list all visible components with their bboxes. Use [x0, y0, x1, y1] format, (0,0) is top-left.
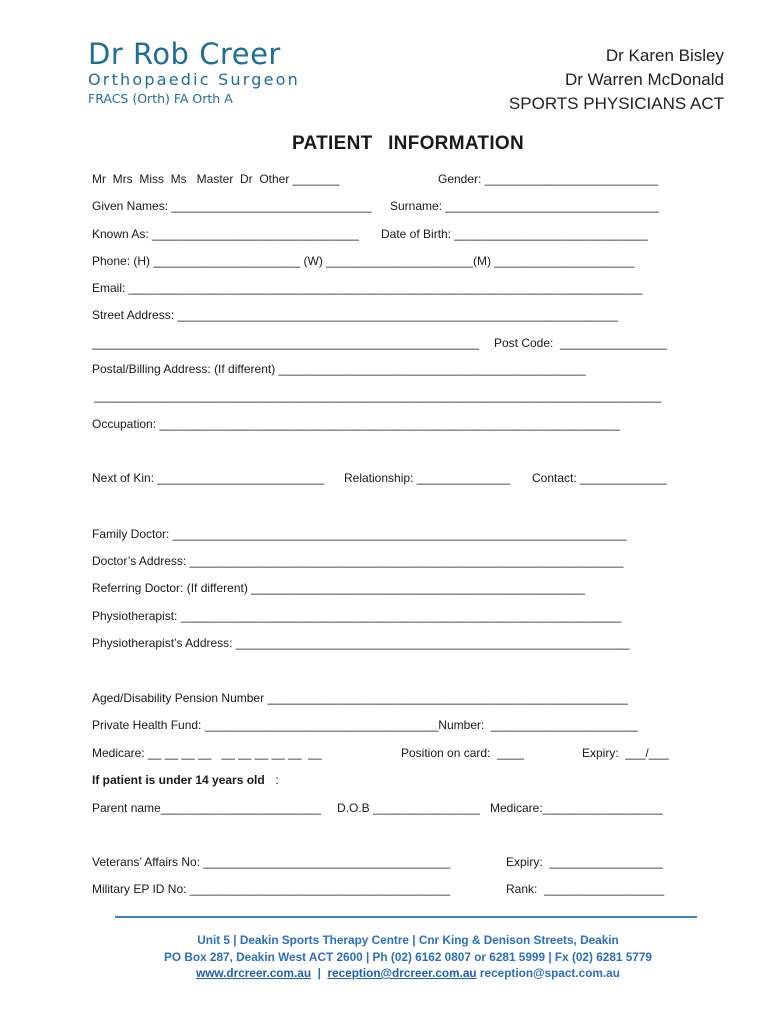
- known-as-row: [92, 226, 684, 242]
- relationship-field[interactable]: Relationship: ______________: [344, 471, 511, 485]
- military-id-field[interactable]: Military EP ID No: _______________________________________: [92, 882, 451, 896]
- email-row: [92, 280, 684, 296]
- physician-list: [509, 44, 724, 116]
- street-address-field[interactable]: Street Address: __________________________________________________________________: [92, 308, 618, 322]
- postal-row: [92, 361, 684, 377]
- names-row: [92, 198, 684, 214]
- family-doctor-row: [92, 526, 684, 542]
- health-fund-field[interactable]: Private Health Fund: ___________________________________Number: ______________________: [92, 718, 638, 732]
- doctors-address-row: [92, 553, 684, 569]
- website-link[interactable]: www.drcreer.com.au: [196, 966, 312, 980]
- email-spact: reception@spact.com.au: [476, 966, 620, 980]
- dob-field[interactable]: Date of Birth: _____________________________: [381, 227, 648, 241]
- rank-field[interactable]: Rank: __________________: [506, 882, 665, 896]
- street-row: [92, 307, 684, 323]
- email-link-drcreer[interactable]: reception@drcreer.com.au: [327, 966, 477, 980]
- street2-row: [92, 335, 684, 351]
- medicare-field[interactable]: Medicare: __ __ __ __ __ __ __ __ __ __: [92, 746, 322, 760]
- under-14-colon: :: [272, 773, 279, 787]
- logo: [88, 38, 300, 108]
- physiotherapist-address-field[interactable]: Physiotherapist’s Address: ___________________________________________________________: [92, 636, 630, 650]
- position-on-card-field[interactable]: Position on card: ____: [401, 746, 524, 760]
- given-names-field[interactable]: Given Names: ______________________________: [92, 199, 372, 213]
- footer-contact: PO Box 287, Deakin West ACT 2600 | Ph (02) 6162 0807 or 6281 5999 | Fx (02) 6281 5779: [164, 949, 652, 964]
- family-doctor-field[interactable]: Family Doctor: ____________________________________________________________________: [92, 527, 627, 541]
- next-of-kin-row: [92, 470, 684, 486]
- physio-address-row: [92, 635, 684, 651]
- parent-name-field[interactable]: Parent name________________________: [92, 801, 321, 815]
- under-14-heading: If patient is under 14 years old: [92, 773, 265, 787]
- physician-1: Dr Karen Bisley: [605, 46, 724, 65]
- occupation-row: [92, 416, 684, 432]
- postal-address-field[interactable]: Postal/Billing Address: (If different) ______________________________________________: [92, 362, 586, 376]
- email-field[interactable]: Email: _____________________________________________________________________________: [92, 281, 643, 295]
- expiry-field[interactable]: Expiry: ___/___: [582, 746, 669, 760]
- veterans-row: [92, 854, 684, 870]
- contact-field[interactable]: Contact: _____________: [532, 471, 667, 485]
- street-address-line2-field[interactable]: __________________________________________________________: [92, 336, 480, 350]
- known-as-field[interactable]: Known As: _______________________________: [92, 227, 359, 241]
- postal-address-line2-field[interactable]: _____________________________________________________________________________________: [94, 389, 662, 403]
- occupation-field[interactable]: Occupation: _____________________________________________________________________: [92, 417, 620, 431]
- pension-row: [92, 690, 684, 706]
- health-fund-row: [92, 717, 684, 733]
- logo-name: Dr Rob Creer: [88, 37, 281, 71]
- physiotherapist-field[interactable]: Physiotherapist: __________________________________________________________________: [92, 609, 622, 623]
- medicare-row: [92, 745, 684, 761]
- referring-doctor-row: [92, 580, 684, 596]
- footer-links: [0, 965, 770, 982]
- footer-divider: [115, 916, 697, 918]
- pension-number-field[interactable]: Aged/Disability Pension Number ______________________________________________________: [92, 691, 628, 705]
- footer-address: Unit 5 | Deakin Sports Therapy Centre | Cnr King & Denison Streets, Deakin: [197, 933, 619, 947]
- referring-doctor-field[interactable]: Referring Doctor: (If different) __________________________________________________: [92, 581, 585, 595]
- postal2-row: [92, 388, 684, 404]
- phone-field[interactable]: Phone: (H) ______________________ (W) ______________________(M) _____________________: [92, 254, 635, 268]
- parent-row: [92, 800, 684, 816]
- footer-separator: |: [311, 966, 328, 980]
- veterans-expiry-field[interactable]: Expiry: _________________: [506, 855, 663, 869]
- title-options-field[interactable]: Mr Mrs Miss Ms Master Dr Other _______: [92, 172, 340, 186]
- parent-medicare-field[interactable]: Medicare:__________________: [490, 801, 663, 815]
- logo-specialty: Orthopaedic Surgeon: [88, 70, 300, 89]
- physician-3: SPORTS PHYSICIANS ACT: [508, 94, 724, 113]
- veterans-affairs-field[interactable]: Veterans’ Affairs No: _____________________________________: [92, 855, 451, 869]
- next-of-kin-field[interactable]: Next of Kin: _________________________: [92, 471, 325, 485]
- gender-field[interactable]: Gender: __________________________: [438, 172, 659, 186]
- title-row: [92, 171, 684, 187]
- doctors-address-field[interactable]: Doctor’s Address: _________________________________________________________________: [92, 554, 624, 568]
- physio-row: [92, 608, 684, 624]
- surname-field[interactable]: Surname: ________________________________: [390, 199, 659, 213]
- logo-credentials: FRACS (Orth) FA Orth A: [88, 91, 233, 106]
- post-code-field[interactable]: Post Code: ________________: [494, 336, 667, 350]
- physician-2: Dr Warren McDonald: [564, 70, 724, 89]
- footer: [0, 932, 770, 982]
- phone-row: [92, 253, 684, 269]
- military-row: [92, 881, 684, 897]
- parent-dob-field[interactable]: D.O.B ________________: [337, 801, 480, 815]
- under-14-row: [92, 772, 684, 788]
- page-title: PATIENT INFORMATION: [291, 133, 525, 154]
